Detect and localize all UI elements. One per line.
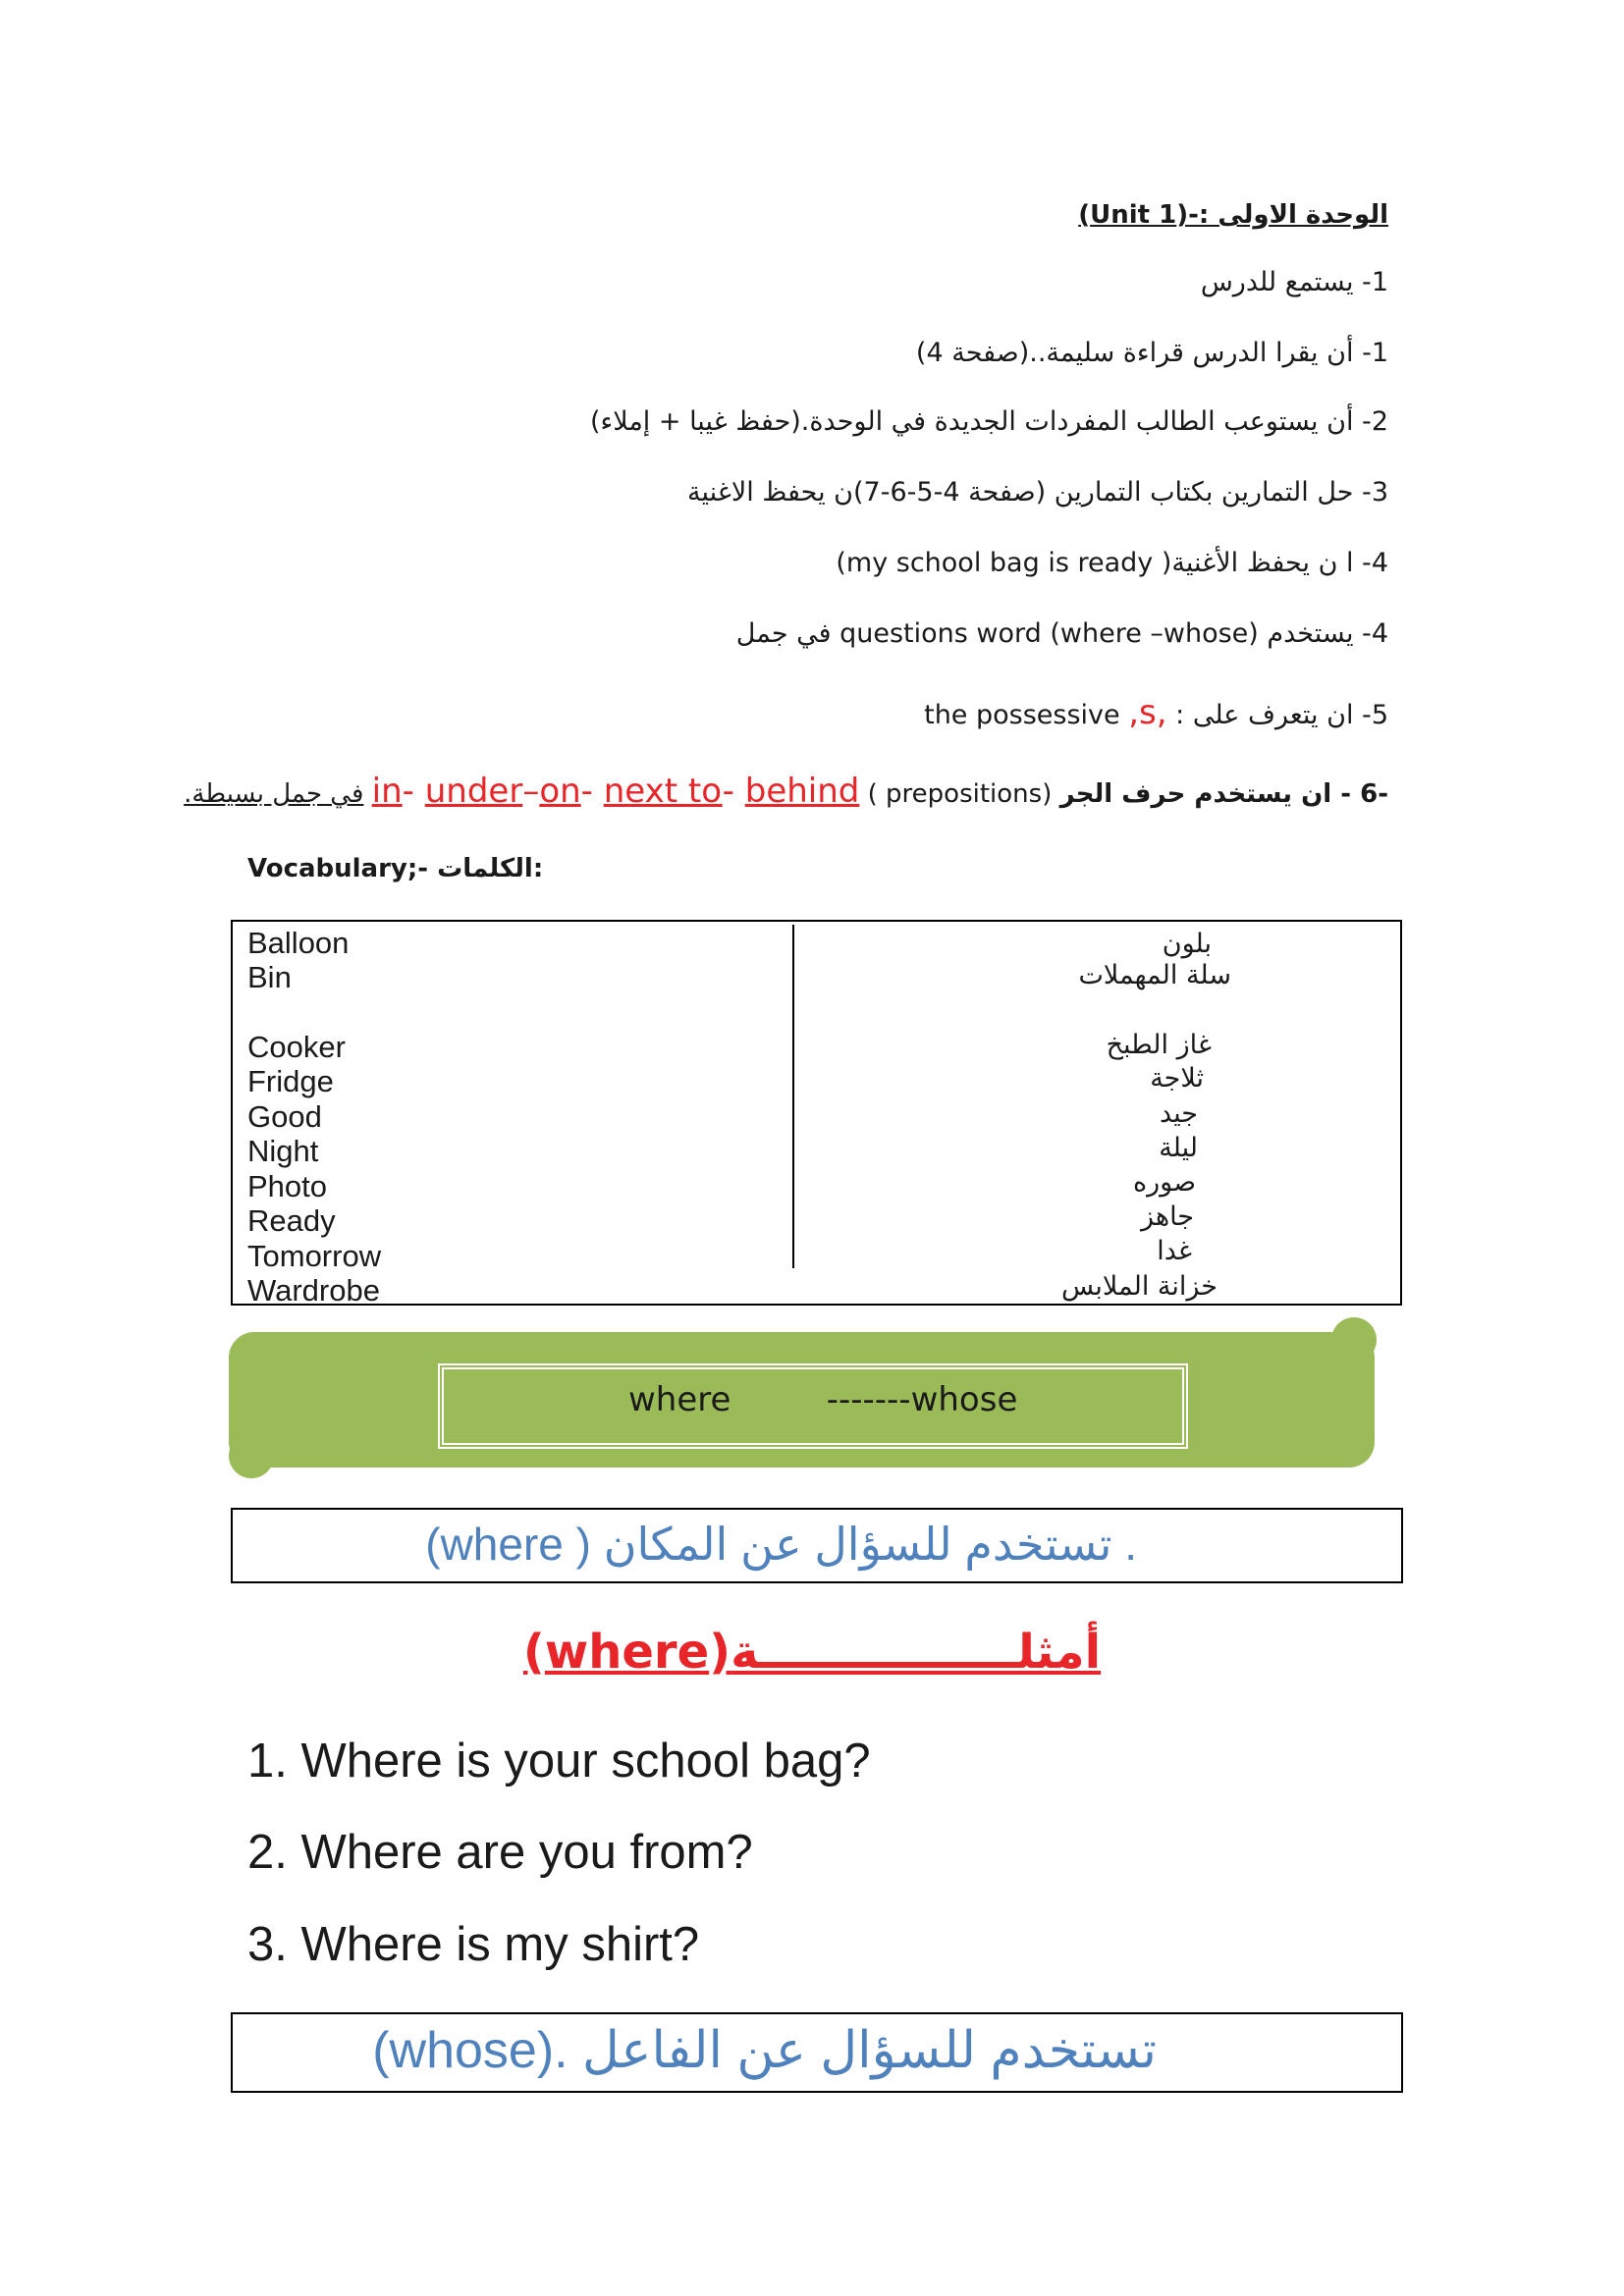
- possessive-marker: ,s,: [1128, 693, 1167, 732]
- examples-title-prefix: أمثلــــــــــــــــة: [731, 1625, 1102, 1680]
- prep-sep: -: [722, 772, 745, 811]
- vocab-en-word: Photo: [247, 1169, 328, 1203]
- vocab-en-word: Tomorrow: [247, 1239, 382, 1273]
- vocabulary-divider: [792, 925, 794, 1268]
- prep-on: on: [539, 772, 581, 811]
- prep-sep: -: [402, 772, 425, 811]
- prep-sep: –: [522, 772, 540, 811]
- vocab-en-word: Wardrobe: [247, 1273, 380, 1308]
- objective-line-1: 1- يستمع للدرس: [1200, 267, 1388, 297]
- vocab-en-word: Fridge: [247, 1064, 334, 1098]
- vocab-ar-word: ثلاجة: [1150, 1063, 1204, 1094]
- possessive-prefix: 5- ان يتعرف على :: [1175, 700, 1388, 730]
- prep-paren: ( prepositions): [867, 779, 1053, 809]
- vocab-en-word: Cooker: [247, 1030, 346, 1064]
- objective-line-2: 1- أن يقرا الدرس قراءة سليمة..(صفحة 4): [915, 338, 1388, 368]
- vocab-ar-word: صوره: [1132, 1167, 1196, 1198]
- vocab-en-word: Ready: [247, 1203, 336, 1238]
- banner-curl-bottom: [229, 1433, 274, 1478]
- prep-suffix: في جمل بسيطة.: [184, 779, 364, 809]
- objective-line-3: 2- أن يستوعب الطالب المفردات الجديدة في الوحدة.(حفظ غيبا + إملاء): [589, 406, 1388, 437]
- vocab-ar-word: بلون: [1162, 929, 1212, 959]
- possessive-text: the possessive: [924, 700, 1120, 730]
- vocab-en-word: Night: [247, 1134, 319, 1168]
- example-item: 2. Where are you from?: [247, 1826, 753, 1879]
- examples-title: [0, 1625, 1624, 1680]
- prep-behind: behind: [744, 772, 860, 811]
- whose-info-text: تستخدم للسؤال عن الفاعل .(whose): [372, 2022, 1157, 2079]
- vocabulary-label: Vocabulary;- الكلمات:: [247, 854, 544, 883]
- example-item: 1. Where is your school bag?: [247, 1735, 871, 1788]
- vocab-en-word: Bin: [247, 960, 292, 994]
- banner-text: where -------whose: [628, 1380, 1018, 1419]
- prep-under: under: [424, 772, 523, 811]
- objective-line-6: 4- يستخدم (where –whose) questions word في جمل: [735, 618, 1388, 649]
- prep-prefix: -6 - ان يستخدم حرف الجر: [1059, 779, 1388, 809]
- preposition-list: [372, 772, 860, 811]
- vocab-ar-word: خزانة الملابس: [1060, 1271, 1218, 1302]
- objective-line-4: 3- حل التمارين بكتاب التمارين (صفحة 4-5-6-7)ن يحفظ الاغنية: [686, 477, 1388, 507]
- vocab-ar-word: ليلة: [1159, 1133, 1198, 1163]
- prep-next-to: next to: [603, 772, 723, 811]
- objective-line-5: 4- ا ن يحفظ الأغنية( my school bag is ready): [836, 548, 1388, 578]
- vocab-en-word: Good: [247, 1099, 322, 1134]
- vocab-ar-word: سلة المهملات: [1078, 960, 1231, 990]
- prep-sep: -: [580, 772, 604, 811]
- unit-heading: الوحدة الاولى :-(Unit 1): [1078, 200, 1388, 230]
- examples-title-word: (where): [522, 1625, 731, 1680]
- prep-in: in: [371, 772, 403, 811]
- objective-line-possessive: [924, 693, 1388, 732]
- vocab-ar-word: جاهز: [1140, 1201, 1194, 1232]
- example-item: 3. Where is my shirt?: [247, 1918, 700, 1971]
- vocab-ar-word: غاز الطبخ: [1106, 1030, 1212, 1060]
- objective-line-prepositions: [184, 772, 1388, 811]
- vocab-ar-word: جيد: [1159, 1098, 1198, 1129]
- vocab-ar-word: غدا: [1157, 1236, 1192, 1266]
- vocab-en-word: Balloon: [247, 926, 350, 960]
- where-info-text: (where ) تستخدم للسؤال عن المكان .: [425, 1519, 1137, 1570]
